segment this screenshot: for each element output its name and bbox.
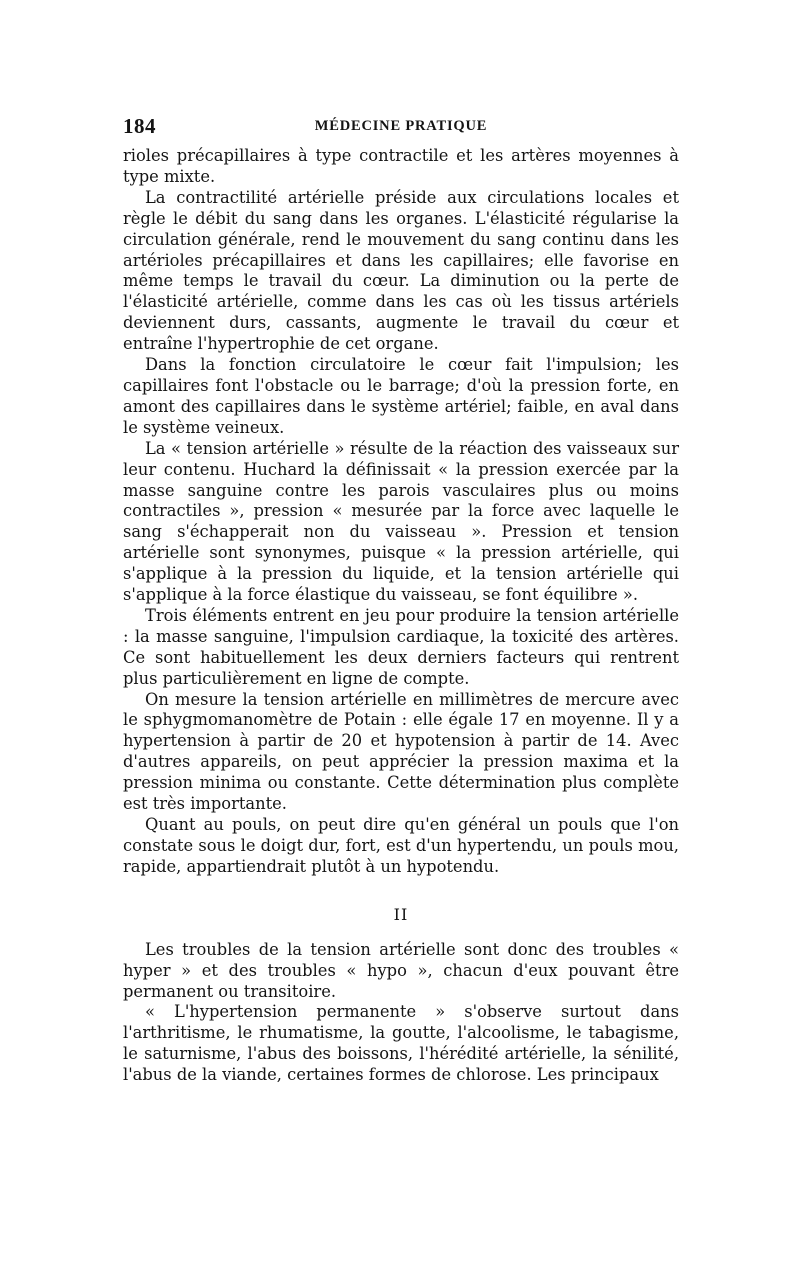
paragraph-measurement: On mesure la tension artérielle en millimètres de mercure avec le sphygmomanomètre de Potain : elle égale 17 en moyenne. Il y a hypertension à partir de 20 et hypotension à partir de 14. Avec d'autres appareils, on peut apprécier la pression maxima et la pression minima ou constante. Cette détermination plus complète est très importante.	[123, 689, 679, 814]
paragraph-tension-troubles: Les troubles de la tension artérielle sont donc des troubles « hyper » et des troubles « hypo », chacun d'eux pouvant être permanent ou transitoire.	[123, 939, 679, 1001]
paragraph-pulse: Quant au pouls, on peut dire qu'en général un pouls que l'on constate sous le doigt dur, fort, est d'un hypertendu, un pouls mou, rapide, appartiendrait plutôt à un hypotendu.	[123, 815, 679, 876]
section-one-text	[123, 146, 679, 878]
paragraph-circulatory-function: Dans la fonction circulatoire le cœur fait l'impulsion; les capillaires font l'obstacle ou le barrage; d'où la pression forte, en amont des capillaires dans le système artériel; faible, en aval dans le système veineux.	[123, 355, 679, 437]
section-heading-ii: II	[393, 904, 409, 924]
book-page	[123, 114, 679, 1086]
paragraph-permanent-hypertension: « L'hypertension permanente » s'observe surtout dans l'arthritisme, le rhumatisme, la goutte, l'alcoolisme, le tabagisme, le saturnisme, l'abus des boissons, l'hérédité artérielle, la sénilité, l'abus de la viande, certaines formes de chlorose. Les principaux	[123, 1002, 679, 1085]
running-head	[123, 114, 679, 140]
page-number: 184	[123, 114, 156, 138]
paragraph-arterial-tension: La « tension artérielle » résulte de la réaction des vaisseaux sur leur contenu. Huchard la définissait « la pression exercée par la masse sanguine contre les parois vasculaires plus ou moins contractiles », pression « mesurée par la force avec laquelle le sang s'échapperait non du vaisseau ». Pression et tension artérielle sont synonymes, puisque « la pression artérielle, qui s'applique à la pression du liquide, et la tension artérielle qui s'applique à la force élastique du vaisseau, se font équilibre ».	[123, 438, 679, 605]
running-title: MÉDECINE PRATIQUE	[314, 118, 488, 134]
paragraph-three-elements: Trois éléments entrent en jeu pour produire la tension artérielle : la masse sanguine, l'impulsion cardiaque, la toxicité des artères. Ce sont habituellement les deux derniers facteurs qui rentrent plus particulièrement en ligne de compte.	[123, 605, 679, 688]
paragraph-contractility: La contractilité artérielle préside aux circulations locales et règle le débit du sang dans les organes. L'élasticité régularise la circulation générale, rend le mouvement du sang continu dans les artérioles précapillaires et dans les capillaires; elle favorise en même temps le travail du cœur. La diminution ou la perte de l'élasticité artérielle, comme dans les cas où les tissus artériels deviennent durs, cassants, augmente le travail du cœur et entraîne l'hypertrophie de cet organe.	[123, 187, 679, 354]
paragraph-continuation: rioles précapillaires à type contractile et les artères moyennes à type mixte.	[123, 146, 679, 186]
section-two-text	[123, 940, 679, 1086]
